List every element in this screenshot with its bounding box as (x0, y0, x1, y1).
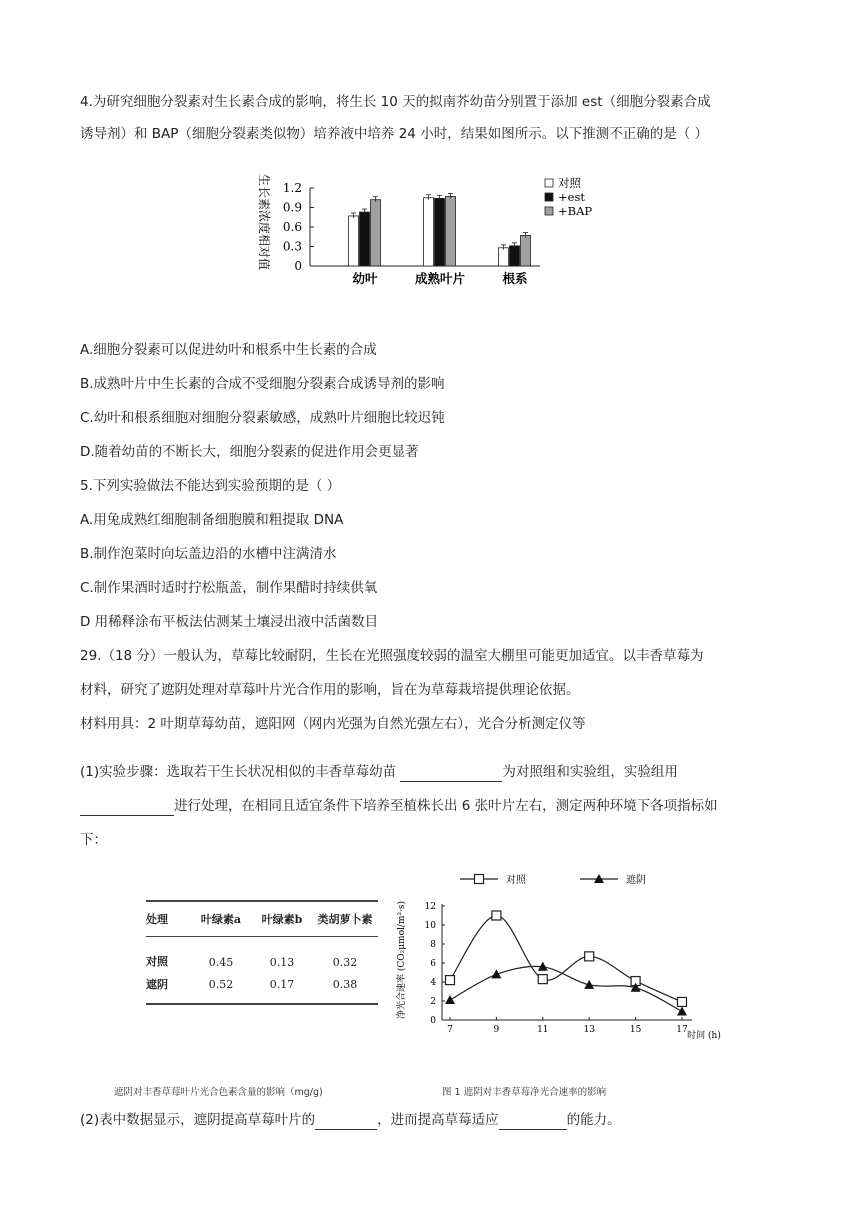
bar (510, 246, 520, 266)
data-point (585, 952, 594, 961)
table-header: 处理 (146, 913, 168, 926)
x-tick-label: 11 (537, 1025, 549, 1035)
table-row (146, 969, 378, 999)
q29-materials: 材料用具：2 叶期草莓幼苗，遮阳网（网内光强为自然光强左右），光合分析测定仪等 (80, 716, 586, 732)
answer-blank-1[interactable] (400, 767, 502, 782)
x-category-label: 根系 (502, 271, 528, 286)
step1-text-b: 为对照组和实验组，实验组用 (502, 764, 678, 780)
q4-stem-line2: 诱导剂）和 BAP（细胞分裂素类似物）培养液中培养 24 小时，结果如图所示。以下推测不正确的是（ ） (80, 126, 708, 142)
chart2-caption: 图 1 遮阴对丰香草莓净光合速率的影响 (442, 1087, 607, 1098)
series-line (450, 966, 682, 1011)
q5-option-a: A.用兔成熟红细胞制备细胞膜和粗提取 DNA (80, 512, 344, 528)
x-tick-label: 7 (447, 1025, 453, 1035)
table-row (146, 937, 378, 969)
legend-label: +est (558, 190, 585, 204)
legend-label: +BAP (558, 204, 593, 218)
legend-swatch (545, 193, 553, 201)
q2-text-a: (2)表中数据显示，遮阴提高草莓叶片的 (80, 1112, 316, 1128)
answer-blank-4[interactable] (499, 1115, 567, 1130)
table-cell: 0.45 (208, 956, 234, 969)
table-header: 叶绿素a (200, 913, 242, 926)
y-tick-label: 0.9 (282, 200, 302, 215)
step1-text-c: 进行处理，在相同且适宜条件下培养至植株长出 6 张叶片左右，测定两种环境下各项指标如 (174, 798, 718, 814)
y-tick-label: 0 (430, 1016, 436, 1026)
chart2-ylabel: 净光合速率 (CO₂μmol/m²·s) (397, 900, 407, 1020)
y-tick-label: 0.3 (282, 239, 302, 254)
pigment-table (146, 900, 378, 1005)
y-tick-label: 8 (430, 940, 436, 950)
bar (499, 248, 509, 266)
legend-swatch (545, 179, 553, 187)
q4-option-c: C.幼叶和根系细胞对细胞分裂素敏感，成熟叶片细胞比较迟钝 (80, 410, 445, 426)
q29-stem-line1: 29.（18 分）一般认为，草莓比较耐阴，生长在光照强度较弱的温室大棚里可能更加适宜。以丰香草莓为 (80, 648, 704, 664)
legend-label: 遮阴 (626, 875, 646, 886)
x-category-label: 成熟叶片 (414, 271, 466, 286)
bar (360, 212, 370, 266)
data-point (491, 969, 501, 978)
table-cell: 0.13 (269, 956, 295, 969)
bar (446, 196, 456, 266)
bar (371, 200, 381, 266)
legend-label: 对照 (558, 176, 581, 190)
q5-option-d: D 用稀释涂布平板法估测某土壤浸出液中活菌数目 (80, 614, 379, 630)
table-cell: 遮阴 (146, 978, 168, 991)
q5-option-c: C.制作果酒时适时拧松瓶盖，制作果醋时持续供氧 (80, 580, 378, 596)
q29-stem-line2: 材料，研究了遮阴处理对草莓叶片光合作用的影响，旨在为草莓栽培提供理论依据。 (80, 682, 580, 698)
data-point (538, 975, 547, 984)
y-tick-label: 1.2 (282, 181, 302, 195)
chart1-ylabel: 生长素浓度相对值 (257, 173, 271, 271)
photosynthesis-line-chart (392, 868, 732, 1054)
x-category-label: 幼叶 (352, 271, 378, 286)
table-caption: 遮阴对丰香草莓叶片光合色素含量的影响（mg/g) (114, 1087, 323, 1098)
x-tick-label: 13 (583, 1025, 595, 1035)
table-cell: 对照 (146, 955, 168, 968)
bar (349, 216, 359, 266)
q5-stem: 5.下列实验做法不能达到实验预期的是（ ） (80, 478, 341, 494)
table-header: 叶绿素b (261, 913, 303, 926)
q29-step1-line2 (80, 796, 718, 816)
table-cell: 0.17 (269, 977, 295, 991)
q2-text-b: ，进而提高草莓适应 (377, 1112, 499, 1128)
table-bottom-rule (146, 1003, 378, 1005)
q5-option-b: B.制作泡菜时向坛盖边沿的水槽中注满清水 (80, 546, 337, 562)
q4-stem-line1: 4.为研究细胞分裂素对生长素合成的影响，将生长 10 天的拟南芥幼苗分别置于添加 est（细胞分裂素合成 (80, 94, 711, 110)
table-cell: 0.38 (332, 977, 358, 991)
chart2-xlabel: 时间 (h) (687, 1031, 721, 1041)
bar (424, 198, 434, 266)
table-cell: 0.52 (208, 977, 234, 991)
auxin-bar-chart (240, 162, 620, 294)
y-tick-label: 12 (424, 902, 436, 912)
y-tick-label: 0 (294, 259, 302, 273)
x-tick-label: 15 (629, 1025, 642, 1035)
answer-blank-2[interactable] (80, 801, 174, 816)
q4-option-a: A.细胞分裂素可以促进幼叶和根系中生长素的合成 (80, 342, 377, 358)
bar (435, 198, 445, 266)
legend-marker (475, 875, 484, 884)
legend-label: 对照 (506, 875, 526, 886)
data-point (446, 976, 455, 985)
step1-text-a: (1)实验步骤：选取若干生长状况相似的丰香草莓幼苗 (80, 764, 401, 780)
table-header: 类胡萝卜素 (317, 913, 373, 926)
data-point (678, 997, 687, 1006)
data-point (445, 995, 455, 1004)
data-point (492, 911, 501, 920)
y-tick-label: 4 (430, 978, 436, 988)
q2-text-c: 的能力。 (566, 1112, 621, 1128)
q29-step1-line1 (80, 762, 678, 782)
q29-question2 (80, 1110, 621, 1130)
q4-option-b: B.成熟叶片中生长素的合成不受细胞分裂素合成诱导剂的影响 (80, 376, 445, 392)
y-tick-label: 10 (424, 921, 436, 931)
q4-option-d: D.随着幼苗的不断长大，细胞分裂素的促进作用会更显著 (80, 444, 419, 460)
y-tick-label: 0.6 (282, 220, 302, 234)
x-tick-label: 17 (676, 1025, 688, 1035)
y-tick-label: 2 (430, 997, 436, 1007)
q29-step1-line3: 下： (80, 832, 107, 848)
legend-swatch (545, 207, 553, 215)
bar (521, 235, 531, 266)
table-header-row (146, 902, 378, 936)
series-line (450, 915, 682, 1001)
table-cell: 0.32 (332, 956, 358, 969)
answer-blank-3[interactable] (315, 1115, 377, 1130)
y-tick-label: 6 (430, 959, 436, 969)
x-tick-label: 9 (493, 1025, 500, 1035)
data-point (677, 1006, 687, 1015)
